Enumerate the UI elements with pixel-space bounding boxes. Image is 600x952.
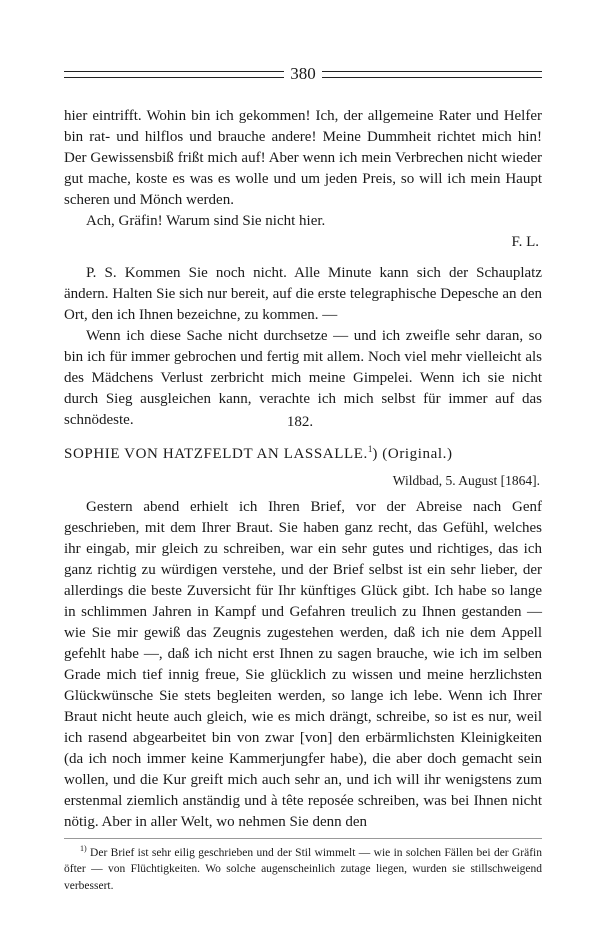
paragraph: Ach, Gräfin! Warum sind Sie nicht hier. [86, 213, 326, 229]
paragraph: Gestern abend erhielt ich Ihren Brief, vor der Abreise nach Genf geschrieben, mit dem Ihrer Braut. Sie haben ganz recht, das Gefühl, welches ihr eingab, mir gleich zu schreiben, war ein sehr gutes und richtiges, das ich ganz richtig zu würdigen verstehe, und der Brief selbst ist ein sehr lieber, der allerdings die beste Zuversicht für Ihr künftiges Glück gibt. Ich habe so lange in schlimmen Jahren in Kampf und Gefahren treulich zu Ihnen gestanden — wie Sie mir gewiß das Zeugnis zugestehen werden, daß ich nie dem Appell gefehlt habe —, daß ich nicht erst Ihnen zu sagen brauche, wie ich im selben Grade mich tief innig freue, Sie glücklich zu wissen und meine herzlichsten Glückwünsche Sie stets begleiten werden, so lange ich lebe. Wenn ich Ihrer Braut nicht heute auch gleich, wie es mich drängt, schreibe, so ist es nur, weil ich rasend abgearbeitet bin von zwar [von] den erbärmlichsten Kleinigkeiten (da ich noch immer keine Kammerjungfer habe), die aber doch gemacht sein wollen, und die Kur greift mich auch sehr an, und ich will ihr wenigstens zum erstenmal ziemlich anständig und à tête reposée schreiben, was bei Ihnen nicht nötig. Aber in aller Welt, wo nehmen Sie denn den [64, 499, 542, 830]
footnote [64, 841, 542, 894]
paragraph: hier eintrifft. Wohin bin ich gekommen! Ich, der allgemeine Rater und Helfer bin rat- und hilflos und brauche andere! Meine Dummheit richtet mich hin! Der Gewissensbiß frißt mich auf! Aber wenn ich mein Verbrechen nicht wieder gut mache, koste es was es wolle und um jeden Preis, so will ich mein Haupt scheren und Mönch werden. [64, 108, 542, 208]
footnote-divider [64, 838, 542, 839]
letter-heading-title: SOPHIE VON HATZFELDT AN LASSALLE. [64, 446, 368, 462]
postscript [64, 263, 542, 431]
footnote-text: Der Brief ist sehr eilig geschrieben und der Stil wimmelt — wie in solchen Fällen bei der Gräfin öfter — von Flüchtigkeiten. Wo solche augenscheinlich zutage liegen, wurden sie stillschweigend verbessert. [64, 846, 543, 892]
header-rule-right [322, 71, 542, 78]
letter-body [64, 497, 542, 833]
header-rule-left [64, 71, 284, 78]
page-number: 380 [290, 64, 316, 83]
footnote-marker: 1 [367, 444, 373, 454]
letter-heading: SOPHIE VON HATZFELDT AN LASSALLE.$^1$) (Original.) [64, 444, 453, 462]
paragraph: P. S. Kommen Sie noch nicht. Alle Minute kann sich der Schauplatz ändern. Halten Sie sich nur bereit, auf die erste telegraphische Depesche an den Ort, den ich Ihnen bezeichne, zu kommen. — [64, 265, 542, 323]
signature: F. L. [511, 234, 539, 250]
letter-number: 182. [286, 414, 314, 430]
previous-letter-end [64, 106, 542, 232]
paragraph: Wenn ich diese Sache nicht durchsetze — und ich zweifle sehr daran, so bin ich für immer gebrochen und fertig mit allem. Noch viel mehr vielleicht als des Mädchens Verlust zerbricht mich meine Gimpelei. Wenn ich sie nicht durch Sieg ausgleichen kann, verachte ich mich selbst für immer auf das schnödeste. [64, 328, 542, 428]
letter-heading-suffix: (Original.) [382, 446, 453, 462]
footnote-mark: 1) [80, 844, 87, 853]
dateline: Wildbad, 5. August [1864]. [392, 473, 540, 488]
page-header [64, 62, 542, 86]
